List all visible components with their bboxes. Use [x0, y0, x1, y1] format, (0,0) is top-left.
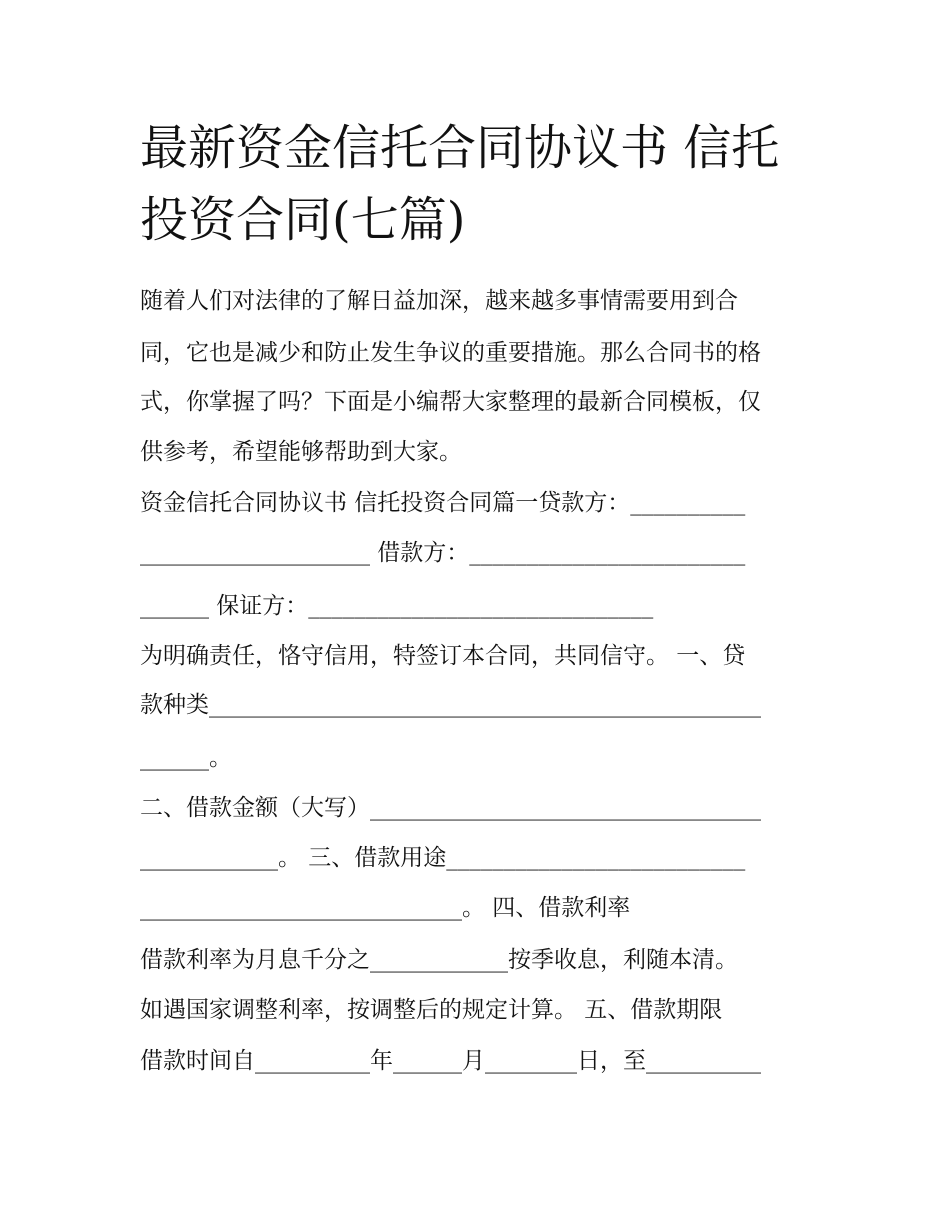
- body-line-1: 随着人们对法律的了解日益加深，越来越多事情需要用到合: [140, 288, 738, 314]
- body-line-4: 供参考，希望能够帮助到大家。: [140, 439, 462, 465]
- body-line-8: 为明确责任，恪守信用，特签订本合同，共同信守。 一、贷: [140, 643, 746, 669]
- body-line-12: ____________。 三、借款用途__________________________: [140, 845, 746, 871]
- body-line-5: 资金信托合同协议书 信托投资合同篇一贷款方：__________: [140, 490, 746, 516]
- document-title-line-1: 最新资金信托合同协议书 信托: [140, 120, 780, 176]
- body-line-6: ____________________ 借款方：________________________: [140, 540, 746, 566]
- body-line-11: 二、借款金额（大写）__________________________________: [140, 795, 761, 821]
- body-line-9: 款种类________________________________________________: [140, 692, 761, 718]
- body-line-2: 同，它也是减少和防止发生争议的重要措施。那么合同书的格: [140, 340, 761, 366]
- body-line-15: 如遇国家调整利率，按调整后的规定计算。 五、借款期限: [140, 997, 723, 1023]
- body-line-14: 借款利率为月息千分之____________按季收息，利随本清。: [140, 947, 738, 973]
- body-line-16: 借款时间自__________年______月________日，至__________: [140, 1048, 761, 1074]
- body-line-13: ____________________________。 四、借款利率: [140, 895, 631, 921]
- body-line-3: 式，你掌握了吗？下面是小编帮大家整理的最新合同模板，仅: [140, 389, 761, 415]
- body-line-7: ______ 保证方：______________________________: [140, 593, 654, 619]
- body-line-10: ______。: [140, 745, 232, 771]
- document-title-line-2: 投资合同(七篇): [140, 192, 466, 248]
